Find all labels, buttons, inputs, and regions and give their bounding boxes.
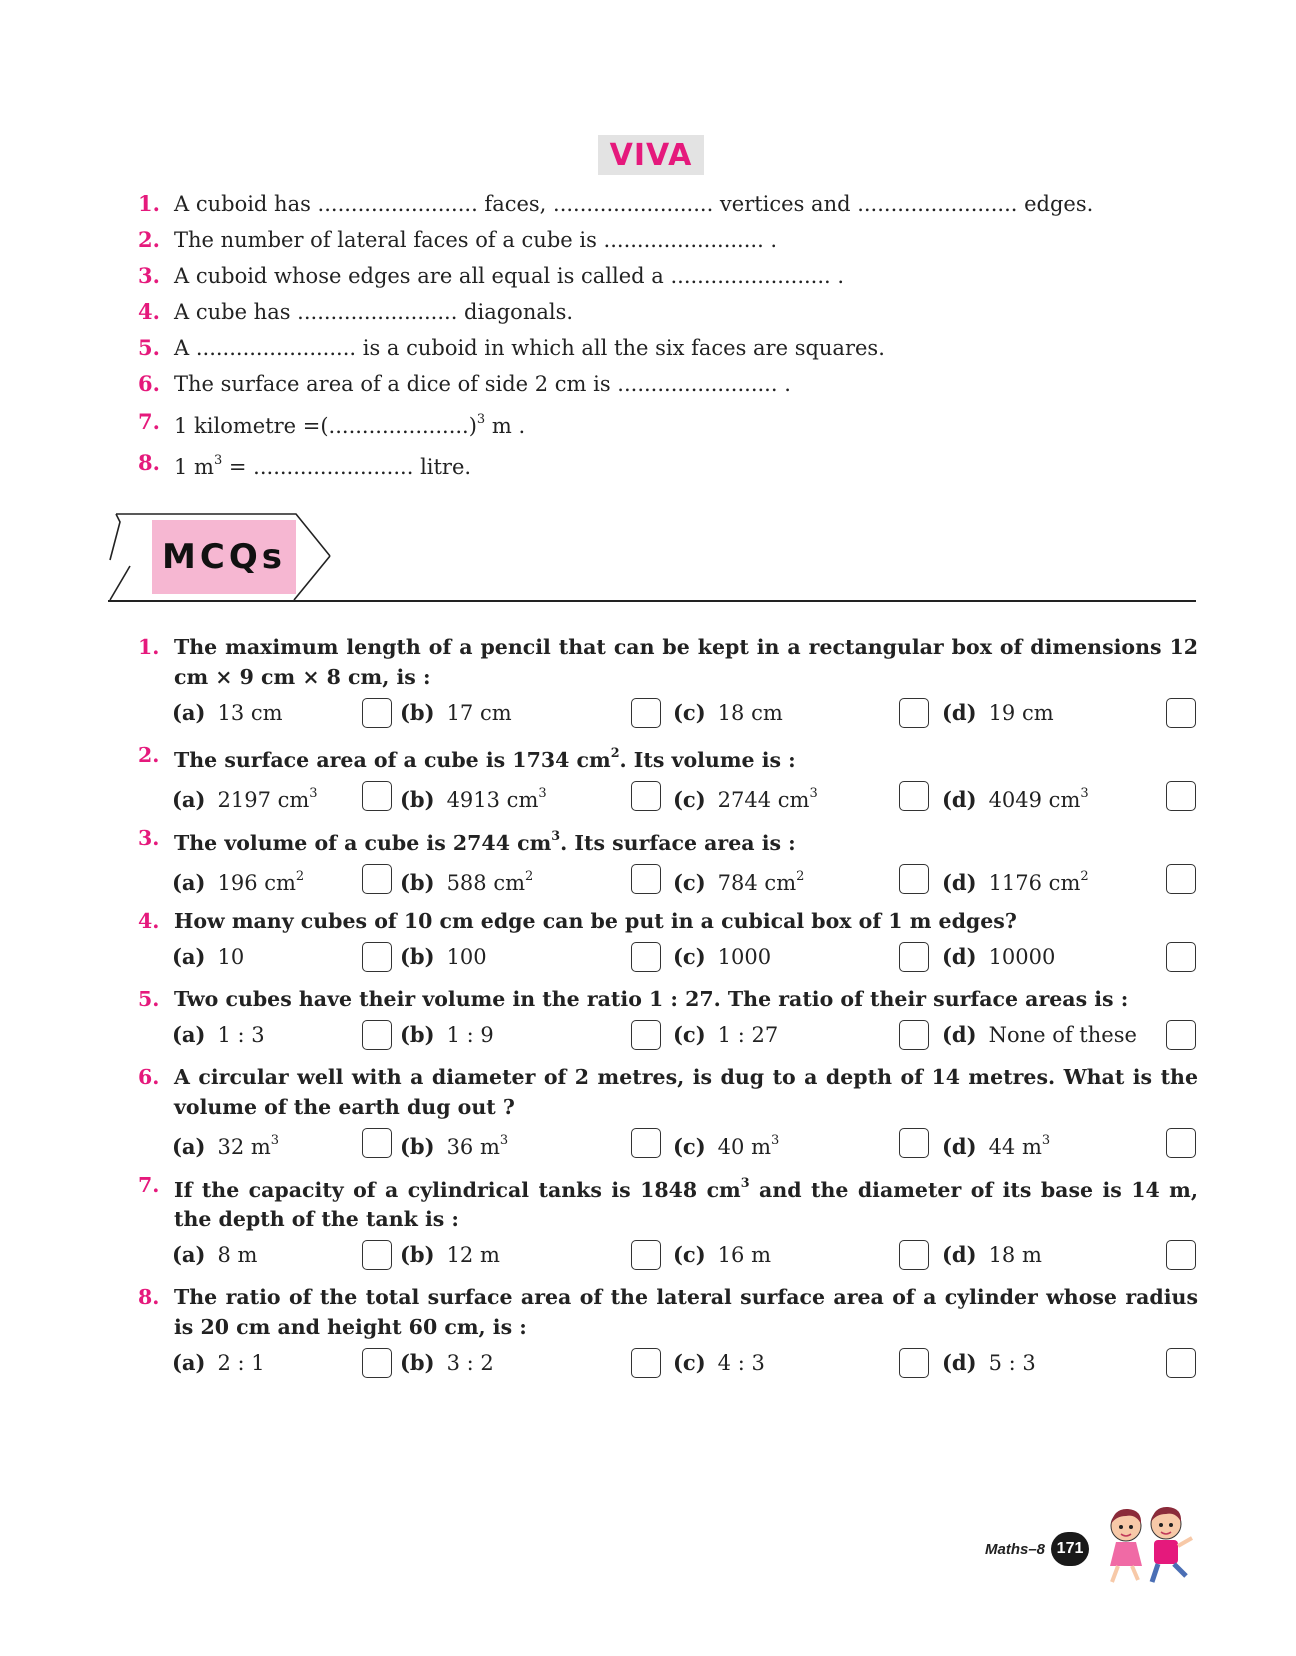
option-a: (a) 2 : 1 xyxy=(172,1350,265,1376)
item-text: The surface area of a dice of side 2 cm is ........................ . xyxy=(174,372,791,396)
option-b-checkbox[interactable] xyxy=(631,942,661,972)
question-text: 8. The ratio of the total surface area of the lateral surface area of a cylinder whose radius is 20 cm and height 60 cm, is : xyxy=(138,1282,1198,1342)
option-d-checkbox[interactable] xyxy=(1166,1020,1196,1050)
option-d-checkbox[interactable] xyxy=(1166,1348,1196,1378)
divider xyxy=(108,600,1196,602)
options-row xyxy=(138,1236,1198,1274)
options-row xyxy=(138,1344,1198,1382)
option-a: (a) 1 : 3 xyxy=(172,1021,265,1047)
option-b: (b) 3 : 2 xyxy=(400,1350,494,1376)
option-c-checkbox[interactable] xyxy=(899,1020,929,1050)
option-b: (b) 1 : 9 xyxy=(400,1021,494,1047)
option-c-checkbox[interactable] xyxy=(899,698,929,728)
option-d-checkbox[interactable] xyxy=(1166,781,1196,811)
item-number: 6. xyxy=(138,371,160,396)
option-a: (a) 8 m xyxy=(172,1242,258,1268)
question-number: 8. xyxy=(138,1285,160,1310)
option-b: (b) 17 cm xyxy=(400,700,512,725)
viva-item xyxy=(138,442,1198,484)
option-c: (c) 1000 xyxy=(673,943,772,969)
options-row xyxy=(138,938,1198,976)
option-c: (c) 40 $m^3$ xyxy=(673,1132,780,1159)
question-number: 2. xyxy=(138,743,160,767)
question xyxy=(138,1170,1198,1275)
option-d: (d) 44 $m^3$ xyxy=(942,1132,1051,1159)
option-b-checkbox[interactable] xyxy=(631,698,661,728)
option-d: (d) 10000 xyxy=(942,943,1056,969)
option-c: (c) 18 cm xyxy=(673,700,783,725)
question xyxy=(138,984,1198,1054)
question-text: 2. The surface area of a cube is 1734 $cm^2$. Its volume is : xyxy=(138,740,1198,775)
question xyxy=(138,823,1198,898)
option-b: (b) 588 $cm^2$ xyxy=(400,868,534,895)
option-a-checkbox[interactable] xyxy=(362,1348,392,1378)
mcq-header xyxy=(108,512,1196,604)
options-row xyxy=(138,860,1198,898)
item-number: 4. xyxy=(138,299,160,324)
viva-title: VIVA xyxy=(598,135,704,175)
question xyxy=(138,906,1198,976)
question-text: 6. A circular well with a diameter of 2 metres, is dug to a depth of 14 metres. What is the volume of the earth dug out ? xyxy=(138,1062,1198,1122)
option-b-checkbox[interactable] xyxy=(631,1020,661,1050)
option-d: (d) 4049 $cm^3$ xyxy=(942,785,1089,812)
page-footer xyxy=(985,1532,1089,1566)
option-d: (d) 19 cm xyxy=(942,700,1054,725)
page-number: 171 xyxy=(1051,1532,1089,1566)
question xyxy=(138,740,1198,815)
option-b: (b) 36 $m^3$ xyxy=(400,1132,509,1159)
item-text: 1 $m^3$ = ........................ litre. xyxy=(174,453,472,479)
question xyxy=(138,1062,1198,1162)
question-number: 3. xyxy=(138,825,160,850)
option-b: (b) 12 m xyxy=(400,1242,500,1268)
option-b: (b) 100 xyxy=(400,943,487,969)
viva-item xyxy=(138,294,1198,330)
option-a: (a) 196 $cm^2$ xyxy=(172,868,305,895)
option-d-checkbox[interactable] xyxy=(1166,1240,1196,1270)
question-number: 7. xyxy=(138,1172,160,1197)
options-row xyxy=(138,694,1198,732)
item-text: A cuboid whose edges are all equal is called a ........................ . xyxy=(174,264,845,288)
option-d-checkbox[interactable] xyxy=(1166,1128,1196,1158)
option-d: (d) 18 m xyxy=(942,1242,1042,1268)
question-text: 5. Two cubes have their volume in the ratio 1 : 27. The ratio of their surface areas is : xyxy=(138,984,1198,1014)
option-a: (a) 2197 $cm^3$ xyxy=(172,785,318,812)
option-c: (c) 784 $cm^2$ xyxy=(673,868,805,895)
item-text: A ........................ is a cuboid in which all the six faces are squares. xyxy=(174,336,885,360)
kids-mascot-icon xyxy=(1096,1500,1196,1590)
question-text: 3. The volume of a cube is 2744 $cm^3$. Its surface area is : xyxy=(138,823,1198,858)
question xyxy=(138,632,1198,732)
item-number: 2. xyxy=(138,227,160,252)
option-d: (d) 5 : 3 xyxy=(942,1350,1036,1376)
viva-item xyxy=(138,366,1198,402)
question-text: 4. How many cubes of 10 cm edge can be put in a cubical box of 1 m edges? xyxy=(138,906,1198,936)
option-c: (c) 16 m xyxy=(673,1242,771,1268)
viva-item xyxy=(138,222,1198,258)
option-d-checkbox[interactable] xyxy=(1166,864,1196,894)
item-number: 5. xyxy=(138,335,160,360)
option-b: (b) 4913 $cm^3$ xyxy=(400,785,547,812)
option-d-checkbox[interactable] xyxy=(1166,698,1196,728)
viva-list xyxy=(138,186,1198,484)
option-a-checkbox[interactable] xyxy=(362,864,392,894)
option-a-checkbox[interactable] xyxy=(362,1240,392,1270)
option-b-checkbox[interactable] xyxy=(631,864,661,894)
mcq-title: MCQs xyxy=(152,520,296,594)
option-a: (a) 13 cm xyxy=(172,700,283,725)
option-c: (c) 1 : 27 xyxy=(673,1021,779,1047)
question-text: 7. If the capacity of a cylindrical tanks is 1848 $cm^3$ and the diameter of its base is 14 m, the depth of the tank is : xyxy=(138,1170,1198,1235)
option-c: (c) 2744 $cm^3$ xyxy=(673,785,818,812)
item-text: 1 kilometre =(.....................)$^3$ m . xyxy=(174,412,526,438)
option-d: (d) None of these xyxy=(942,1021,1137,1047)
option-c-checkbox[interactable] xyxy=(899,942,929,972)
item-text: A cuboid has ........................ faces, ........................ vertices and ........................ edges. xyxy=(174,192,1094,216)
option-a: (a) 10 xyxy=(172,943,245,969)
option-d: (d) 1176 $cm^2$ xyxy=(942,868,1089,895)
viva-item xyxy=(138,186,1198,222)
viva-item xyxy=(138,258,1198,294)
item-text: A cube has ........................ diagonals. xyxy=(174,300,574,324)
option-b-checkbox[interactable] xyxy=(631,1240,661,1270)
option-c-checkbox[interactable] xyxy=(899,1348,929,1378)
question-number: 1. xyxy=(138,635,160,659)
item-number: 1. xyxy=(138,191,160,216)
question-text: 1. The maximum length of a pencil that can be kept in a rectangular box of dimensions 12 cm × 9 cm × 8 cm, is : xyxy=(138,632,1198,692)
option-a-checkbox[interactable] xyxy=(362,942,392,972)
mcq-list xyxy=(138,632,1198,1390)
option-d-checkbox[interactable] xyxy=(1166,942,1196,972)
item-number: 3. xyxy=(138,263,160,288)
item-number: 7. xyxy=(138,409,160,434)
option-c-checkbox[interactable] xyxy=(899,781,929,811)
option-b-checkbox[interactable] xyxy=(631,1348,661,1378)
option-b-checkbox[interactable] xyxy=(631,1128,661,1158)
option-c-checkbox[interactable] xyxy=(899,1240,929,1270)
question xyxy=(138,1282,1198,1382)
options-row xyxy=(138,1124,1198,1162)
option-a-checkbox[interactable] xyxy=(362,1020,392,1050)
viva-item xyxy=(138,330,1198,366)
question-number: 5. xyxy=(138,986,160,1011)
options-row xyxy=(138,777,1198,815)
viva-item xyxy=(138,402,1198,442)
item-number: 8. xyxy=(138,450,160,475)
option-a: (a) 32 $m^3$ xyxy=(172,1132,280,1159)
option-a-checkbox[interactable] xyxy=(362,698,392,728)
book-title: Maths–8 xyxy=(985,1540,1046,1558)
item-text: The number of lateral faces of a cube is ........................ . xyxy=(174,228,778,252)
option-a-checkbox[interactable] xyxy=(362,781,392,811)
option-c-checkbox[interactable] xyxy=(899,864,929,894)
question-number: 6. xyxy=(138,1064,160,1089)
option-b-checkbox[interactable] xyxy=(631,781,661,811)
option-c-checkbox[interactable] xyxy=(899,1128,929,1158)
option-a-checkbox[interactable] xyxy=(362,1128,392,1158)
options-row xyxy=(138,1016,1198,1054)
question-number: 4. xyxy=(138,908,160,933)
option-c: (c) 4 : 3 xyxy=(673,1350,765,1376)
